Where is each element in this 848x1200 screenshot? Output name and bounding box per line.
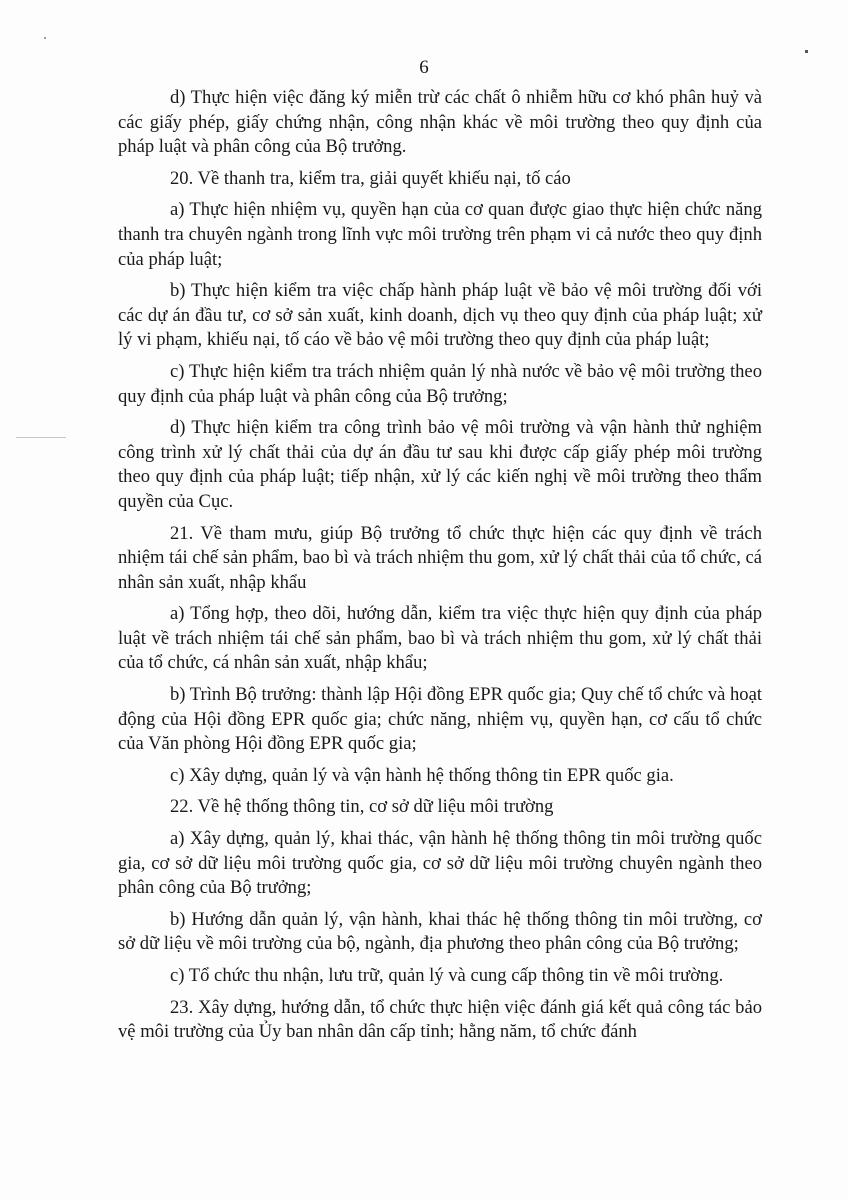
heading-20: 20. Về thanh tra, kiểm tra, giải quyết khiếu nại, tố cáo <box>170 167 571 189</box>
heading-21: 21. Về tham mưu, giúp Bộ trưởng tổ chức thực hiện các quy định về trách nhiệm tái chế sản phẩm, bao bì và trách nhiệm thu gom, xử lý chất thải của tổ chức, cá nhân sản xuất, nhập khẩu <box>118 522 762 593</box>
paragraph-22b: b) Hướng dẫn quản lý, vận hành, khai thác hệ thống thông tin môi trường, cơ sở dữ liệu về môi trường của bộ, ngành, địa phương theo phân công của Bộ trưởng; <box>118 908 762 955</box>
paragraph-20d: d) Thực hiện kiểm tra công trình bảo vệ môi trường và vận hành thử nghiệm công trình xử lý chất thải của dự án đầu tư sau khi được cấp giấy phép môi trường theo quy định của pháp luật; tiếp nhận, xử lý các kiến nghị về môi trường theo thẩm quyền của Cục. <box>118 417 762 512</box>
paragraph-21c: c) Xây dựng, quản lý và vận hành hệ thống thông tin EPR quốc gia. <box>170 764 674 786</box>
paragraph-21b: b) Trình Bộ trưởng: thành lập Hội đồng EPR quốc gia; Quy chế tổ chức và hoạt động của Hội đồng EPR quốc gia; chức năng, nhiệm vụ, quyền hạn, cơ cấu tổ chức của Văn phòng Hội đồng EPR quốc gia; <box>118 684 762 755</box>
paragraph-20b: b) Thực hiện kiểm tra việc chấp hành pháp luật về bảo vệ môi trường đối với các dự án đầu tư, cơ sở sản xuất, kinh doanh, dịch vụ theo quy định của pháp luật; xử lý vi phạm, khiếu nại, tố cáo về bảo vệ môi trường theo quy định của pháp luật; <box>118 280 762 351</box>
paragraph-21a: a) Tổng hợp, theo dõi, hướng dẫn, kiểm tra việc thực hiện quy định của pháp luật về trách nhiệm tái chế sản phẩm, bao bì và trách nhiệm thu gom, xử lý chất thải của tổ chức, cá nhân sản xuất, nhập khẩu; <box>118 603 762 674</box>
paragraph-22c: c) Tổ chức thu nhận, lưu trữ, quản lý và cung cấp thông tin về môi trường. <box>170 965 724 986</box>
page-number: 6 <box>419 57 429 78</box>
paragraph-20a: a) Thực hiện nhiệm vụ, quyền hạn của cơ quan được giao thực hiện chức năng thanh tra chuyên ngành trong lĩnh vực môi trường trên phạm vi cả nước theo quy định của pháp luật; <box>118 199 762 270</box>
paragraph-20c: c) Thực hiện kiểm tra trách nhiệm quản lý nhà nước về bảo vệ môi trường theo quy định của pháp luật và phân công của Bộ trưởng; <box>118 360 762 407</box>
scan-line-left-margin <box>16 437 66 438</box>
document-body <box>118 86 762 1052</box>
paragraph-19d: d) Thực hiện việc đăng ký miễn trừ các chất ô nhiễm hữu cơ khó phân huỷ và các giấy phép, giấy chứng nhận, công nhận khác về môi trường theo quy định của pháp luật và phân công của Bộ trưởng. <box>118 87 762 158</box>
scan-speck-top-right <box>805 50 808 53</box>
heading-22: 22. Về hệ thống thông tin, cơ sở dữ liệu môi trường <box>170 796 554 818</box>
paragraph-23: 23. Xây dựng, hướng dẫn, tổ chức thực hiện việc đánh giá kết quả công tác bảo vệ môi trường của Ủy ban nhân dân cấp tỉnh; hằng năm, tổ chức đánh <box>118 996 762 1043</box>
scan-speck-top-left <box>44 37 46 39</box>
paragraph-22a: a) Xây dựng, quản lý, khai thác, vận hành hệ thống thông tin môi trường quốc gia, cơ sở dữ liệu môi trường quốc gia, cơ sở dữ liệu môi trường chuyên ngành theo phân công của Bộ trưởng; <box>118 828 762 899</box>
